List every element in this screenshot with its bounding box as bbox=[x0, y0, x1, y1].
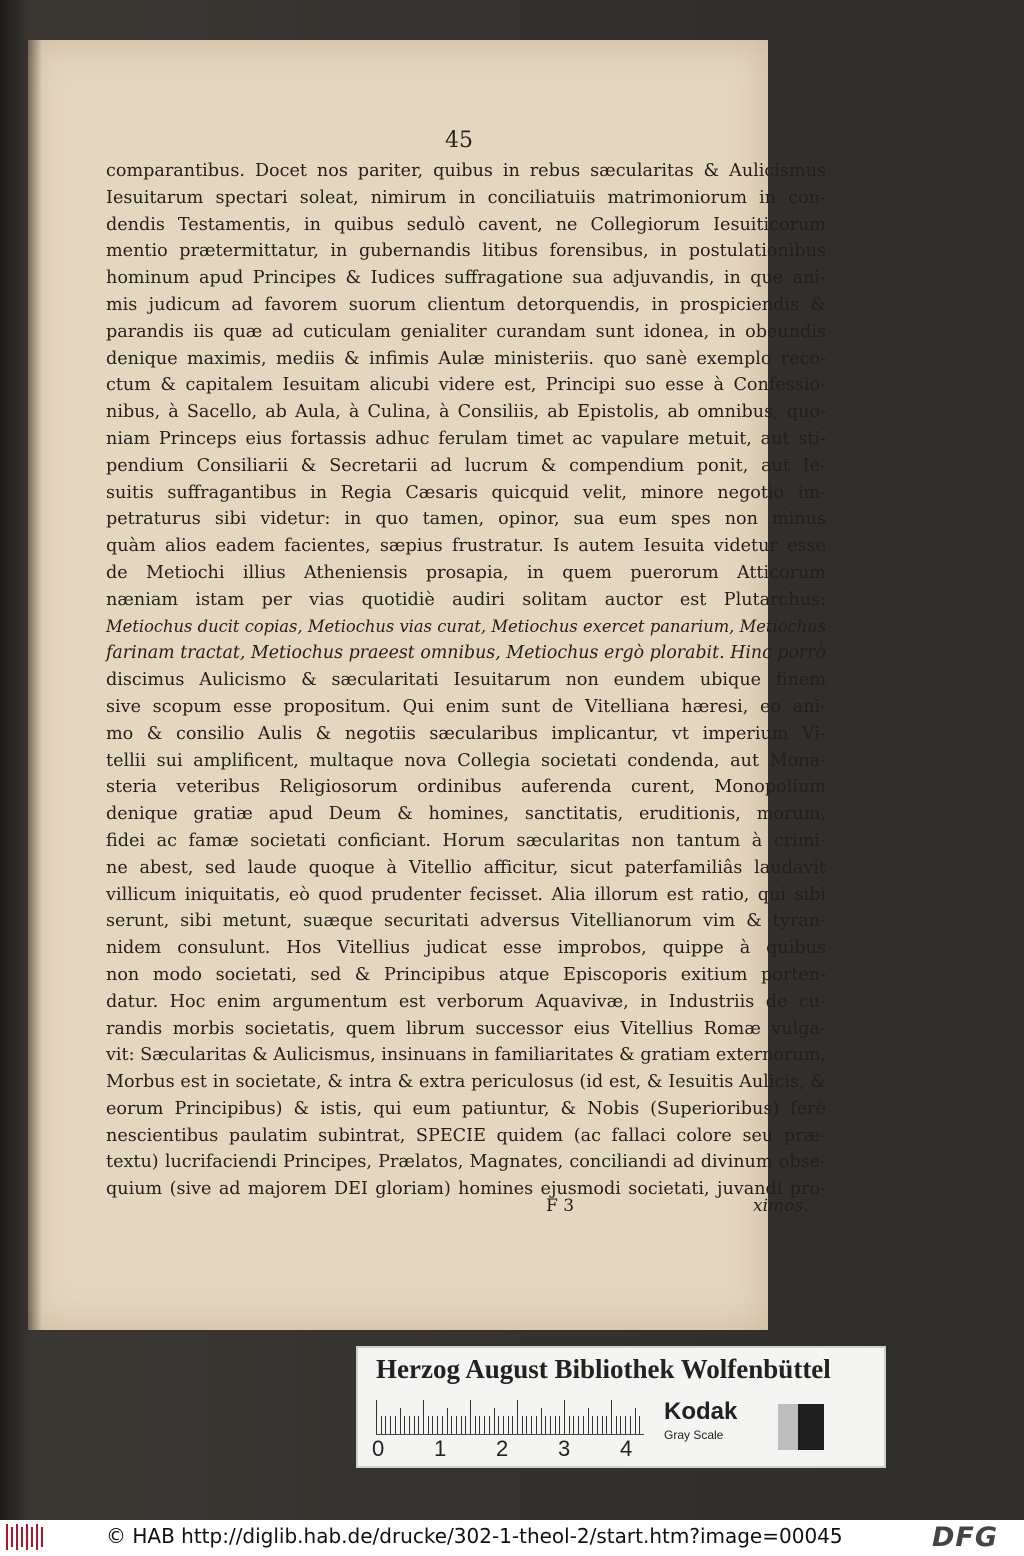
page-body-text bbox=[106, 158, 826, 1203]
ruler-tick bbox=[409, 1416, 410, 1434]
ruler-tick bbox=[573, 1416, 574, 1434]
text-line: comparantibus. Docet nos pariter, quibus in rebus sæcularitas & Aulicismus bbox=[106, 161, 826, 181]
text-line: ctum & capitalem Iesuitam alicubi videre est, Principi suo esse à Confessio- bbox=[106, 375, 826, 396]
ruler-tick bbox=[630, 1416, 631, 1434]
text-line: dendis Testamentis, in quibus sedulò cavent, ne Collegiorum Iesuiticorum bbox=[106, 214, 826, 235]
ruler-tick bbox=[517, 1400, 518, 1434]
text-line: denique gratiæ apud Deum & homines, sanctitatis, eruditionis, morum, bbox=[106, 804, 826, 825]
ruler-tick bbox=[489, 1416, 490, 1434]
ruler-tick bbox=[545, 1416, 546, 1434]
ruler-tick bbox=[381, 1416, 382, 1434]
ruler-tick bbox=[583, 1416, 584, 1434]
ruler-tick bbox=[550, 1416, 551, 1434]
ruler-tick bbox=[498, 1416, 499, 1434]
page-number: 45 bbox=[445, 128, 473, 153]
ruler-tick bbox=[606, 1416, 607, 1434]
ruler-tick bbox=[414, 1416, 415, 1434]
logo-stripe bbox=[41, 1527, 43, 1547]
ruler-tick bbox=[578, 1416, 579, 1434]
ruler-tick bbox=[376, 1400, 377, 1434]
ruler-tick bbox=[442, 1416, 443, 1434]
text-line: suitis suffragantibus in Regia Cæsaris quicquid velit, minore negotio im- bbox=[106, 482, 826, 503]
ruler-tick bbox=[470, 1400, 471, 1434]
scale-number: 4 bbox=[620, 1436, 633, 1461]
ruler-tick bbox=[400, 1408, 401, 1434]
text-line: mis judicum ad favorem suorum clientum detorquendis, in prospiciendis & bbox=[106, 294, 826, 315]
dfg-logo: DFG bbox=[932, 1522, 999, 1553]
ruler-tick bbox=[418, 1416, 419, 1434]
ruler-tick bbox=[484, 1416, 485, 1434]
text-line: Metiochus ducit copias, Metiochus vias curat, Metiochus exercet panarium, Metiochus bbox=[106, 616, 826, 636]
text-line: niam Princeps eius fortassis adhuc ferulam timet ac vapulare metuit, aut sti- bbox=[106, 428, 826, 449]
page-gutter-shadow bbox=[28, 40, 42, 1330]
ruler-tick bbox=[541, 1408, 542, 1434]
text-line: textu) lucrifaciendi Principes, Prælatos, Magnates, conciliandi ad divinum obse- bbox=[106, 1152, 826, 1173]
ruler-tick bbox=[526, 1416, 527, 1434]
logo-stripe bbox=[26, 1524, 28, 1550]
viewer-footer bbox=[0, 1520, 1024, 1556]
ruler-tick bbox=[569, 1416, 570, 1434]
ruler-tick bbox=[447, 1408, 448, 1434]
library-name: Herzog August Bibliothek Wolfenbüttel bbox=[376, 1354, 831, 1384]
ruler-tick bbox=[522, 1416, 523, 1434]
copyright-link[interactable]: © HAB http://diglib.hab.de/drucke/302-1-theol-2/start.htm?image=00045 bbox=[106, 1524, 843, 1548]
page-footer-line bbox=[106, 1196, 826, 1222]
gray-patch-dark bbox=[798, 1404, 824, 1450]
scale-number: 2 bbox=[496, 1436, 509, 1461]
text-line: nibus, à Sacello, ab Aula, à Culina, à Consiliis, ab Epistolis, ab omnibus, quo- bbox=[106, 402, 826, 423]
ruler-tick bbox=[611, 1400, 612, 1434]
library-color-card bbox=[356, 1346, 886, 1468]
ruler-tick bbox=[503, 1416, 504, 1434]
logo-stripe bbox=[11, 1527, 13, 1547]
scale-number: 0 bbox=[372, 1436, 385, 1461]
text-line: randis morbis societatis, quem librum successor eius Vitellius Romæ vulga- bbox=[106, 1018, 826, 1039]
ruler-tick bbox=[475, 1416, 476, 1434]
text-line: discimus Aulicismo & sæcularitati Iesuitarum non eundem ubique finem bbox=[106, 670, 826, 691]
text-line: mo & consilio Aulis & negotiis sæcularibus implicantur, vt imperium Vi- bbox=[106, 723, 826, 744]
text-line: nescientibus paulatim subintrat, SPECIE quidem (ac fallaci colore seu præ- bbox=[106, 1125, 826, 1146]
text-line: denique maximis, mediis & infimis Aulæ ministeriis. quo sanè exemplo reco- bbox=[106, 348, 826, 369]
ruler-tick bbox=[451, 1416, 452, 1434]
ruler-tick bbox=[428, 1416, 429, 1434]
ruler-tick bbox=[597, 1416, 598, 1434]
ruler-tick bbox=[635, 1408, 636, 1434]
signature-mark: F 3 bbox=[546, 1196, 575, 1216]
ruler-tick bbox=[536, 1416, 537, 1434]
logo-stripe bbox=[21, 1527, 23, 1547]
text-line: non modo societati, sed & Principibus atque Episcoporis exitium porten- bbox=[106, 964, 826, 985]
text-line: farinam tractat, Metiochus praeest omnibus, Metiochus ergò plorabit. Hinc porrò bbox=[106, 643, 826, 664]
ruler-tick bbox=[512, 1416, 513, 1434]
ruler-tick bbox=[588, 1408, 589, 1434]
ruler-tick bbox=[465, 1416, 466, 1434]
logo-stripe bbox=[31, 1527, 33, 1547]
catchword: ximos. bbox=[753, 1196, 809, 1216]
text-line: eorum Principibus) & istis, qui eum patiuntur, & Nobis (Superioribus) ferè bbox=[106, 1098, 826, 1119]
ruler-tick bbox=[461, 1416, 462, 1434]
text-line: Morbus est in societate, & intra & extra periculosus (id est, & Iesuitis Aulicis, & bbox=[106, 1072, 826, 1093]
text-line: sive scopum esse propositum. Qui enim sunt de Vitelliana hæresi, eo ani- bbox=[106, 696, 826, 717]
ruler-tick bbox=[639, 1416, 640, 1434]
ruler-tick bbox=[564, 1400, 565, 1434]
ruler-tick bbox=[437, 1416, 438, 1434]
text-line: villicum iniquitatis, eò quod prudenter fecisset. Alia illorum est ratio, qui sibi bbox=[106, 884, 826, 905]
ruler-tick bbox=[432, 1416, 433, 1434]
ruler-tick bbox=[559, 1416, 560, 1434]
logo-stripe bbox=[36, 1524, 38, 1550]
ruler-tick bbox=[602, 1416, 603, 1434]
text-line: steria veteribus Religiosorum ordinibus auferenda curent, Monopolium bbox=[106, 777, 826, 798]
text-line: fidei ac famæ societati conficiant. Horum sæcularitas non tantum à crimi- bbox=[106, 830, 826, 851]
kodak-logo: Kodak bbox=[664, 1398, 738, 1425]
logo-stripe bbox=[6, 1524, 8, 1550]
gray-scale-label: Gray Scale bbox=[664, 1428, 724, 1442]
ruler-tick bbox=[555, 1416, 556, 1434]
text-line: serunt, sibi metunt, suæque securitati adversus Vitellianorum vim & tyran- bbox=[106, 911, 826, 932]
ruler-tick bbox=[479, 1416, 480, 1434]
ruler-tick bbox=[423, 1400, 424, 1434]
logo-stripe bbox=[16, 1524, 18, 1550]
text-line: datur. Hoc enim argumentum est verborum Aquavivæ, in Industriis de cu- bbox=[106, 991, 826, 1012]
scale-numbers bbox=[372, 1436, 672, 1462]
ruler-tick bbox=[625, 1416, 626, 1434]
text-line: quàm alios eadem facientes, sæpius frustratur. Is autem Iesuita videtur esse bbox=[106, 536, 826, 557]
ruler-tick bbox=[592, 1416, 593, 1434]
text-line: tellii sui amplificent, multaque nova Collegia societati condenda, aut Mona- bbox=[106, 750, 826, 771]
ruler-tick bbox=[456, 1416, 457, 1434]
text-line: parandis iis quæ ad cuticulam genialiter curandam sunt idonea, in obeundis bbox=[106, 321, 826, 342]
ruler-tick bbox=[531, 1416, 532, 1434]
text-line: mentio prætermittatur, in gubernandis litibus forensibus, in postulationibus bbox=[106, 241, 826, 262]
scale-number: 1 bbox=[434, 1436, 447, 1461]
text-line: quium (sive ad majorem DEI gloriam) homines ejusmodi societati, juvandi pro- bbox=[106, 1179, 826, 1200]
ruler-tick bbox=[494, 1408, 495, 1434]
ruler-tick bbox=[404, 1416, 405, 1434]
ruler-tick bbox=[385, 1416, 386, 1434]
scale-number: 3 bbox=[558, 1436, 571, 1461]
ruler-tick bbox=[508, 1416, 509, 1434]
text-line: vit: Sæcularitas & Aulicismus, insinuans in familiaritates & gratiam externorum, bbox=[106, 1045, 826, 1066]
gray-patch-light bbox=[778, 1404, 798, 1450]
ruler-tick bbox=[620, 1416, 621, 1434]
hab-logo-icon bbox=[6, 1524, 46, 1552]
text-line: hominum apud Principes & Iudices suffragatione sua adjuvandis, in que ani- bbox=[106, 268, 826, 289]
text-line: Iesuitarum spectari soleat, nimirum in conciliatuiis matrimoniorum in con- bbox=[106, 187, 826, 208]
ruler-tick bbox=[395, 1416, 396, 1434]
scale-ruler bbox=[376, 1394, 644, 1435]
ruler-tick bbox=[616, 1416, 617, 1434]
text-line: de Metiochi illius Atheniensis prosapia, in quem puerorum Atticorum bbox=[106, 562, 826, 583]
text-line: nidem consulunt. Hos Vitellius judicat esse improbos, quippe à quibus bbox=[106, 938, 826, 959]
text-line: ne abest, sed laude quoque à Vitellio afficitur, sicut paterfamiliâs laudavit bbox=[106, 857, 826, 878]
ruler-tick bbox=[390, 1416, 391, 1434]
text-line: næniam istam per vias quotidiè audiri solitam auctor est Plutarchus: bbox=[106, 589, 826, 610]
text-line: petraturus sibi videtur: in quo tamen, opinor, sua eum spes non minus bbox=[106, 509, 826, 530]
text-line: pendium Consiliarii & Secretarii ad lucrum & compendium ponit, aut Ie- bbox=[106, 455, 826, 476]
